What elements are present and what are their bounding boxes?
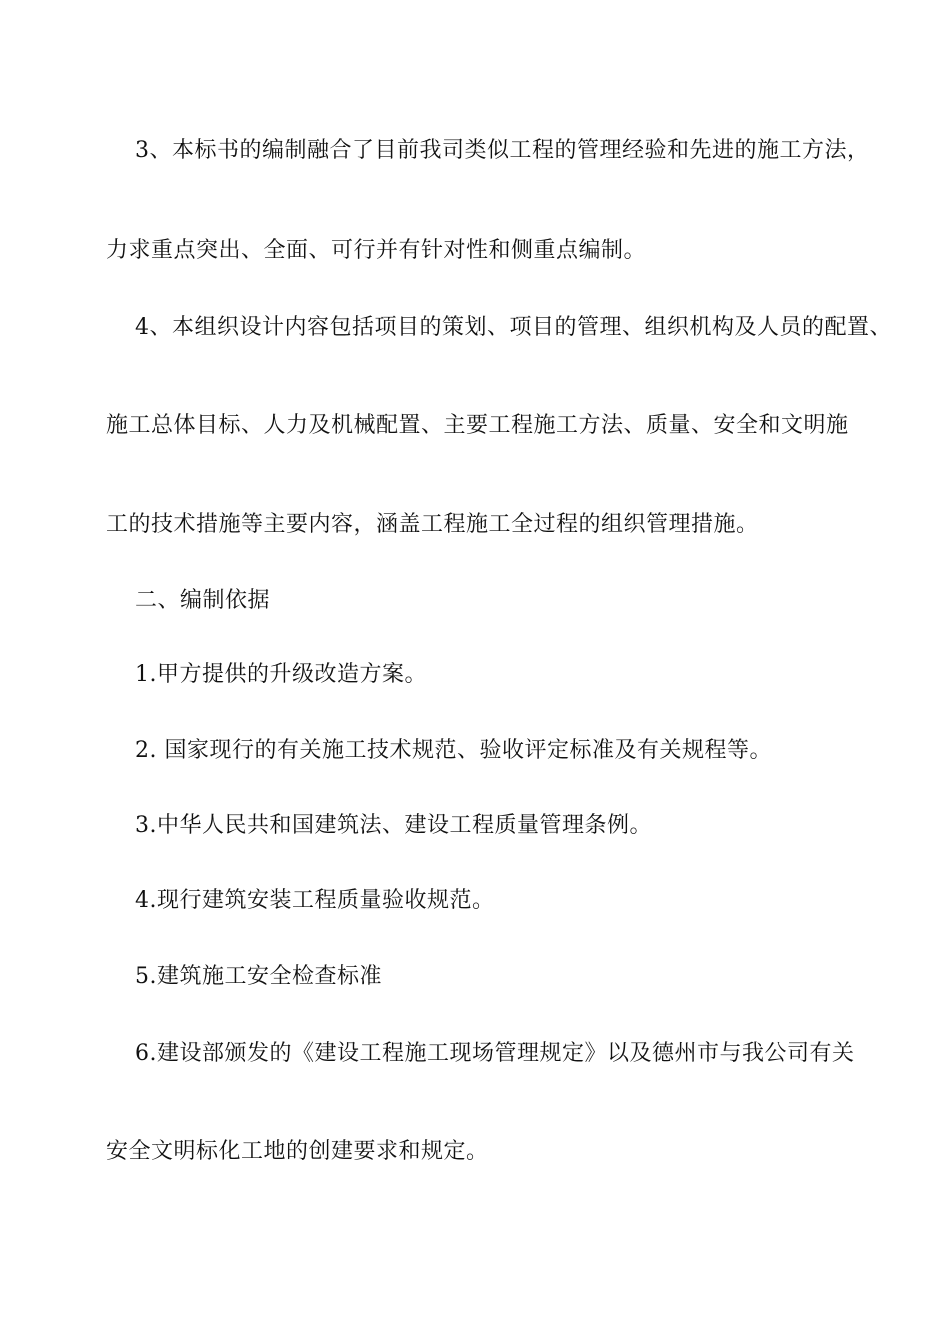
paragraph-4-line-1: 4、本组织设计内容包括项目的策划、项目的管理、组织机构及人员的配置、	[135, 315, 892, 340]
basis-item-4: 4.现行建筑安装工程质量验收规范。	[135, 888, 495, 913]
basis-item-1: 1.甲方提供的升级改造方案。	[135, 662, 427, 687]
basis-item-6-line-2: 安全文明标化工地的创建要求和规定。	[106, 1139, 489, 1164]
basis-item-2: 2. 国家现行的有关施工技术规范、验收评定标准及有关规程等。	[135, 738, 772, 763]
paragraph-4-line-2: 施工总体目标、人力及机械配置、主要工程施工方法、质量、安全和文明施	[106, 413, 849, 438]
basis-item-6-line-1: 6.建设部颁发的《建设工程施工现场管理规定》以及德州市与我公司有关	[135, 1041, 855, 1066]
paragraph-3-line-1: 3、本标书的编制融合了目前我司类似工程的管理经验和先进的施工方法，	[135, 138, 870, 163]
basis-item-3: 3.中华人民共和国建筑法、建设工程质量管理条例。	[135, 813, 652, 838]
basis-item-5: 5.建筑施工安全检查标准	[135, 964, 382, 989]
paragraph-3-line-2: 力求重点突出、全面、可行并有针对性和侧重点编制。	[106, 238, 647, 263]
section-heading: 二、编制依据	[135, 588, 271, 613]
paragraph-4-line-3: 工的技术措施等主要内容，涵盖工程施工全过程的组织管理措施。	[106, 512, 759, 537]
